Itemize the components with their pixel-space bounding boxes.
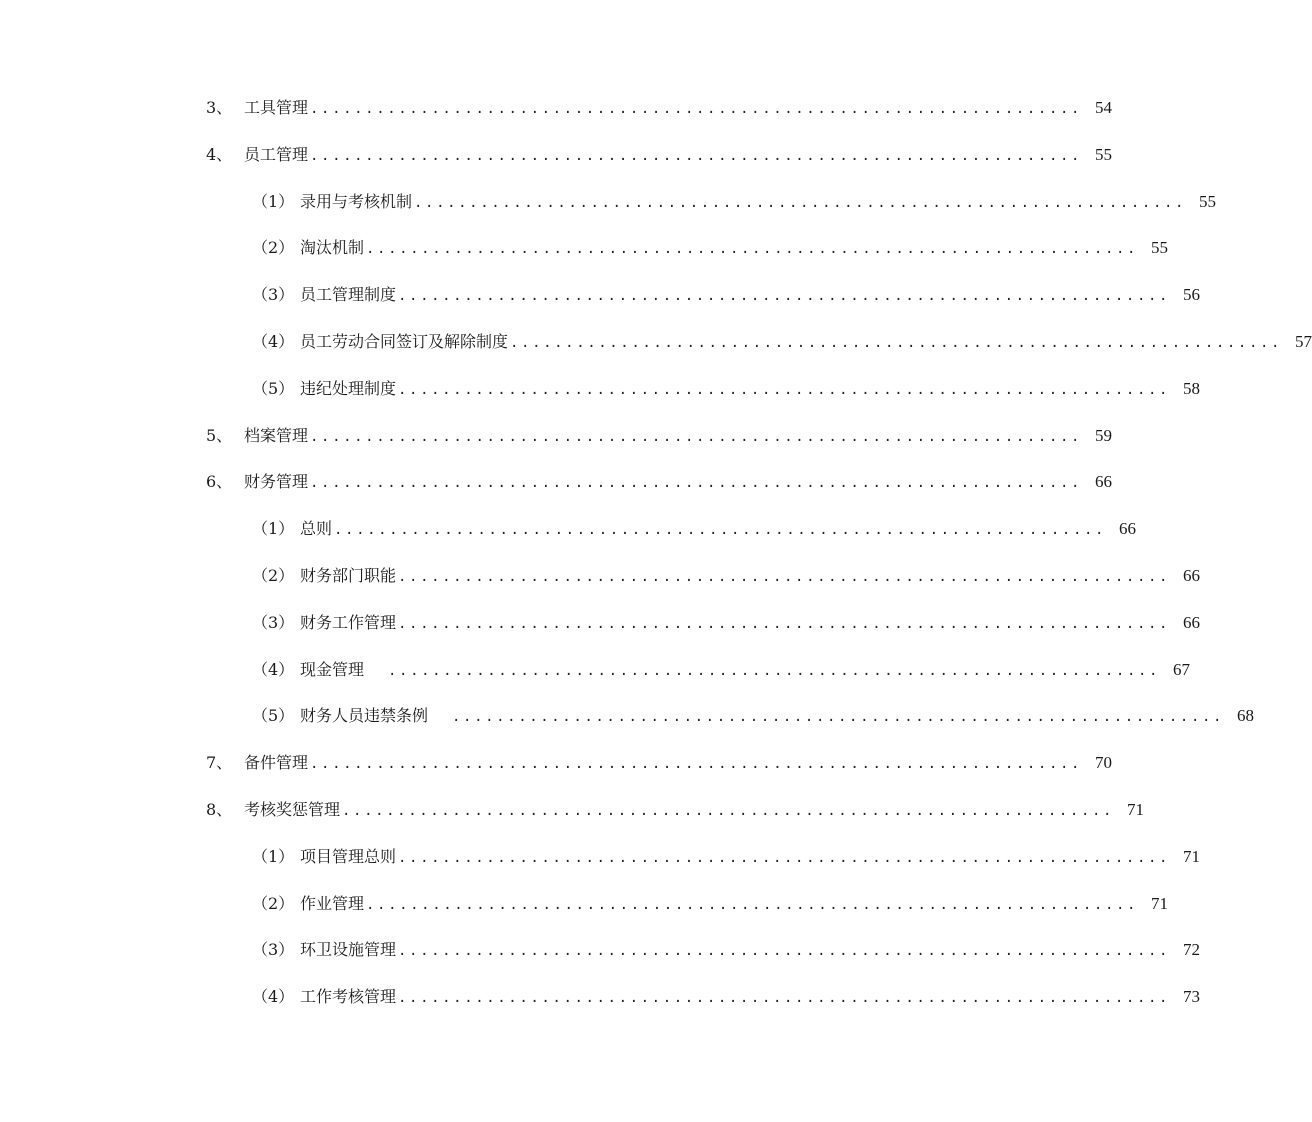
toc-entry[interactable] bbox=[0, 552, 1201, 599]
toc-entry[interactable] bbox=[0, 786, 1145, 833]
toc-entry-number: （1） bbox=[252, 519, 295, 539]
toc-entry[interactable] bbox=[0, 84, 1113, 131]
toc-entry-page-number: 66 bbox=[1183, 565, 1201, 585]
toc-entry-title: 工具管理 bbox=[244, 98, 309, 117]
toc-entry-number: （4） bbox=[252, 659, 295, 679]
toc-entry[interactable] bbox=[0, 926, 1201, 973]
toc-entry-page-number: 68 bbox=[1237, 706, 1255, 726]
toc-entry[interactable] bbox=[0, 178, 1217, 225]
toc-entry[interactable] bbox=[0, 646, 1191, 693]
toc-entry-title: 现金管理 bbox=[300, 659, 365, 679]
toc-entry[interactable] bbox=[0, 318, 1312, 365]
toc-entry-title: 总则 bbox=[300, 519, 333, 539]
toc-dot-leader: ...................................................................... bbox=[388, 662, 1161, 679]
toc-entry-number: （1） bbox=[252, 191, 295, 211]
toc-entry-title: 项目管理总则 bbox=[300, 846, 397, 866]
toc-entry-page-number: 66 bbox=[1095, 472, 1113, 492]
toc-entry-title: 备件管理 bbox=[244, 753, 309, 773]
toc-entry[interactable] bbox=[0, 973, 1201, 1020]
toc-entry-title: 档案管理 bbox=[244, 425, 309, 445]
toc-entry-page-number: 55 bbox=[1095, 144, 1113, 164]
toc-entry-page-number: 70 bbox=[1095, 753, 1113, 773]
toc-entry[interactable] bbox=[0, 131, 1113, 178]
toc-entry-title: 工作考核管理 bbox=[300, 987, 397, 1007]
toc-entry-page-number: 54 bbox=[1095, 98, 1113, 117]
toc-entry-title: 淘汰机制 bbox=[300, 238, 365, 258]
toc-entry-number: （3） bbox=[252, 940, 295, 960]
toc-entry-page-number: 71 bbox=[1183, 846, 1201, 866]
toc-dot-leader: ...................................................................... bbox=[310, 101, 1083, 117]
toc-entry-number: （5） bbox=[252, 706, 295, 726]
toc-dot-leader: ...................................................................... bbox=[398, 990, 1171, 1007]
toc-entry-number: （3） bbox=[252, 612, 295, 632]
toc-entry-title: 员工管理 bbox=[244, 144, 309, 164]
toc-dot-leader: ...................................................................... bbox=[310, 147, 1083, 164]
toc-entry-number: （1） bbox=[252, 846, 295, 866]
toc-entry-number: （2） bbox=[252, 565, 295, 585]
toc-dot-leader: ...................................................................... bbox=[398, 849, 1171, 866]
toc-entry[interactable] bbox=[0, 224, 1169, 271]
toc-entry[interactable] bbox=[0, 739, 1113, 786]
toc-entry-page-number: 72 bbox=[1183, 940, 1201, 960]
toc-entry[interactable] bbox=[0, 505, 1137, 552]
toc-dot-leader: ...................................................................... bbox=[310, 475, 1083, 492]
toc-entry-number: （4） bbox=[252, 987, 295, 1007]
toc-entry-title: 作业管理 bbox=[300, 893, 365, 913]
toc-entry-title: 录用与考核机制 bbox=[300, 191, 413, 211]
toc-entry-title: 考核奖惩管理 bbox=[244, 799, 341, 819]
toc-entry-title: 违纪处理制度 bbox=[300, 378, 397, 398]
toc-entry-number: （5） bbox=[252, 378, 295, 398]
toc-entry-number: 7、 bbox=[206, 753, 233, 773]
table-of-contents bbox=[0, 84, 1312, 1020]
toc-entry-number: （3） bbox=[252, 285, 295, 305]
toc-entry-number: 4、 bbox=[206, 144, 233, 164]
toc-entry-page-number: 66 bbox=[1119, 519, 1137, 539]
toc-entry-page-number: 55 bbox=[1151, 238, 1169, 258]
toc-entry[interactable] bbox=[0, 412, 1113, 459]
toc-entry-page-number: 71 bbox=[1127, 799, 1145, 819]
toc-entry-page-number: 57 bbox=[1295, 331, 1312, 351]
toc-entry-page-number: 59 bbox=[1095, 425, 1113, 445]
toc-entry-title: 财务管理 bbox=[244, 472, 309, 492]
toc-dot-leader: ...................................................................... bbox=[366, 241, 1139, 258]
toc-entry-title: 员工管理制度 bbox=[300, 285, 397, 305]
toc-entry[interactable] bbox=[0, 880, 1169, 927]
toc-dot-leader: ...................................................................... bbox=[398, 568, 1171, 585]
toc-dot-leader: ...................................................................... bbox=[414, 194, 1187, 211]
toc-entry-page-number: 66 bbox=[1183, 612, 1201, 632]
toc-entry-title: 财务人员违禁条例 bbox=[300, 706, 429, 726]
toc-entry-page-number: 55 bbox=[1199, 191, 1217, 211]
toc-dot-leader: ...................................................................... bbox=[366, 896, 1139, 913]
toc-entry[interactable] bbox=[0, 692, 1255, 739]
toc-dot-leader: ...................................................................... bbox=[398, 615, 1171, 632]
toc-entry-number: 5、 bbox=[206, 425, 233, 445]
toc-entry[interactable] bbox=[0, 365, 1201, 412]
toc-entry-number: 6、 bbox=[206, 472, 233, 492]
toc-entry-page-number: 73 bbox=[1183, 987, 1201, 1007]
toc-dot-leader: ...................................................................... bbox=[310, 428, 1083, 445]
toc-entry[interactable] bbox=[0, 833, 1201, 880]
toc-entry[interactable] bbox=[0, 599, 1201, 646]
toc-entry[interactable] bbox=[0, 458, 1113, 505]
toc-dot-leader: ...................................................................... bbox=[334, 522, 1107, 539]
toc-dot-leader: ...................................................................... bbox=[452, 709, 1225, 726]
toc-entry-number: 8、 bbox=[206, 799, 233, 819]
toc-entry-number: （4） bbox=[252, 331, 295, 351]
toc-entry-page-number: 56 bbox=[1183, 285, 1201, 305]
toc-entry-page-number: 67 bbox=[1173, 659, 1191, 679]
toc-dot-leader: ...................................................................... bbox=[310, 756, 1083, 773]
toc-entry-title: 员工劳动合同签订及解除制度 bbox=[300, 331, 509, 351]
toc-dot-leader: ...................................................................... bbox=[342, 802, 1115, 819]
toc-entry-page-number: 58 bbox=[1183, 378, 1201, 398]
toc-dot-leader: ...................................................................... bbox=[510, 334, 1283, 351]
toc-dot-leader: ...................................................................... bbox=[398, 943, 1171, 960]
toc-entry[interactable] bbox=[0, 271, 1201, 318]
toc-entry-title: 财务部门职能 bbox=[300, 565, 397, 585]
toc-dot-leader: ...................................................................... bbox=[398, 381, 1171, 398]
toc-entry-page-number: 71 bbox=[1151, 893, 1169, 913]
toc-dot-leader: ...................................................................... bbox=[398, 288, 1171, 305]
toc-entry-number: 3、 bbox=[206, 98, 233, 117]
toc-entry-title: 环卫设施管理 bbox=[300, 940, 397, 960]
toc-entry-number: （2） bbox=[252, 893, 295, 913]
toc-entry-number: （2） bbox=[252, 238, 295, 258]
toc-entry-title: 财务工作管理 bbox=[300, 612, 397, 632]
